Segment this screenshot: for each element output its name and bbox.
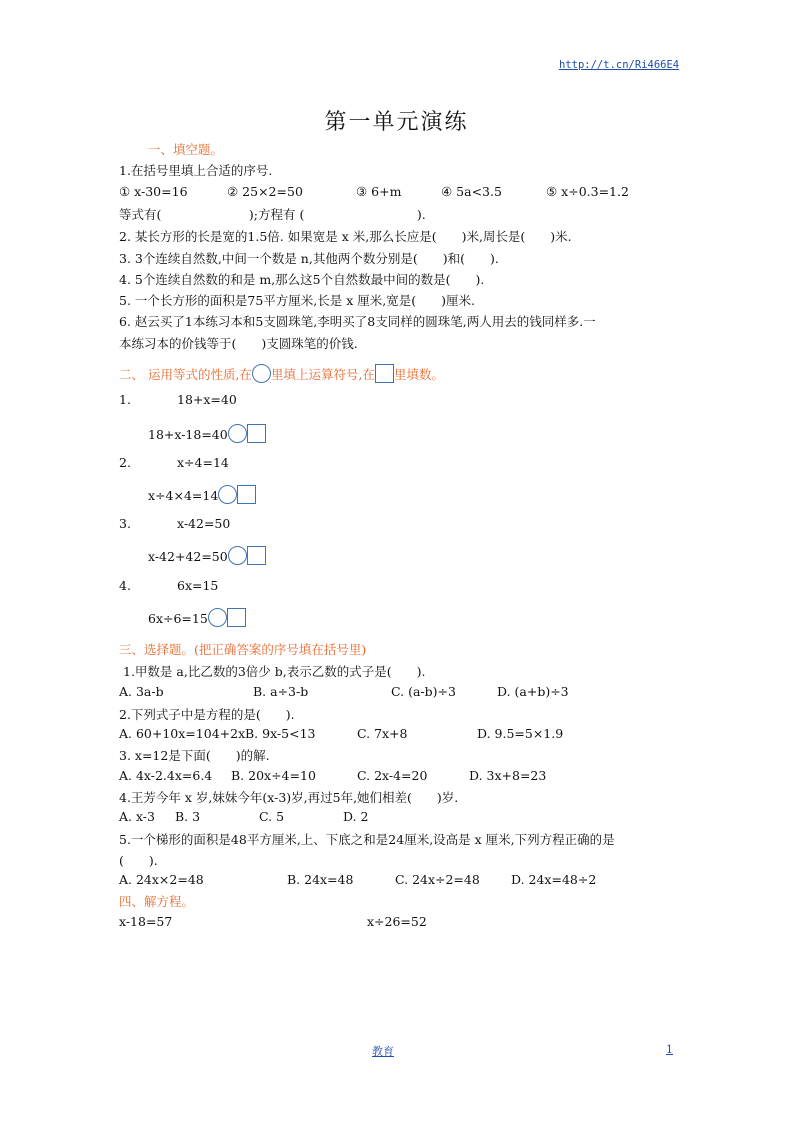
number-square-input[interactable] (237, 485, 256, 504)
s1-q1-answer: 等式有( );方程有 ( ). (119, 207, 426, 222)
s2-item-4-eq: 6x=15 (177, 578, 219, 593)
page-number: 1 (666, 1043, 673, 1056)
s2-item-1-eq: 18+x=40 (177, 392, 237, 407)
s3-q5-line1: 5.一个梯形的面积是48平方厘米,上、下底之和是24厘米,设高是 x 厘米,下列方程正确的是 (119, 832, 615, 847)
s3-q2-options (119, 726, 719, 742)
s3-q2: 2.下列式子中是方程的是( ). (119, 707, 295, 722)
s1-q3: 3. 3个连续自然数,中间一个数是 n,其他两个数分别是( )和( ). (119, 251, 499, 266)
s3-q5-opt-a: A. 24x×2=48 (119, 872, 204, 887)
s3-q5-line2: ( ). (119, 853, 158, 868)
section-1-heading: 一、填空题。 (148, 142, 224, 157)
s3-q3-opt-a: A. 4x-2.4x=6.4 (119, 768, 213, 783)
s3-q4-opt-d: D. 2 (343, 809, 369, 824)
s2-heading-part3: 里填数。 (393, 367, 444, 382)
operator-circle-input[interactable] (228, 424, 247, 443)
s1-q1: 1.在括号里填上合适的序号. (119, 163, 273, 178)
s2-item-2-num: 2. (119, 455, 131, 470)
s3-q3: 3. x=12是下面( )的解. (119, 748, 270, 763)
source-url[interactable]: http://t.cn/Ri466E4 (559, 59, 680, 71)
s3-q2-opt-c: C. 7x+8 (357, 726, 408, 741)
s4-equation-2: x÷26=52 (367, 914, 427, 929)
s3-q1-options (119, 684, 719, 700)
circle-blank-icon (252, 364, 271, 383)
s2-item-1-step (148, 424, 266, 443)
operator-circle-input[interactable] (218, 485, 237, 504)
s3-q2-opt-a: A. 60+10x=104+2x (119, 726, 246, 741)
operator-circle-input[interactable] (228, 546, 247, 565)
number-square-input[interactable] (247, 546, 266, 565)
operator-circle-input[interactable] (208, 608, 227, 627)
s2-item-3-num: 3. (119, 516, 131, 531)
s2-item-2-eq: x÷4=14 (177, 455, 229, 470)
number-square-input[interactable] (227, 608, 246, 627)
s2-heading-part1: 二、 运用等式的性质,在 (119, 367, 252, 382)
s3-q3-opt-b: B. 20x÷4=10 (231, 768, 316, 783)
s1-q1-opt-4: ④ 5a<3.5 (441, 184, 502, 199)
s3-q2-opt-b: B. 9x-5<13 (245, 726, 316, 741)
s3-q5-options (119, 872, 719, 888)
s1-q2: 2. 某长方形的长是宽的1.5倍. 如果宽是 x 米,那么长应是( )米,周长是( )米. (119, 229, 572, 244)
section-3-heading: 三、选择题。(把正确答案的序号填在括号里) (119, 642, 367, 657)
s3-q2-opt-d: D. 9.5=5×1.9 (477, 726, 564, 741)
s2-item-4-step (148, 608, 246, 627)
s1-q1-opt-2: ② 25×2=50 (227, 184, 303, 199)
s1-q1-opt-5: ⑤ x÷0.3=1.2 (546, 184, 629, 199)
s1-q6-line2: 本练习本的价钱等于( )支圆珠笔的价钱. (119, 336, 358, 351)
s2-item-3-step-text: x-42+42=50 (148, 549, 228, 564)
s3-q5-opt-b: B. 24x=48 (287, 872, 354, 887)
s2-item-1-step-text: 18+x-18=40 (148, 427, 228, 442)
s3-q1-opt-b: B. a÷3-b (253, 684, 309, 699)
s1-q5: 5. 一个长方形的面积是75平方厘米,长是 x 厘米,宽是( )厘米. (119, 293, 475, 308)
s3-q4-options (119, 809, 719, 825)
s2-item-1-num: 1. (119, 392, 131, 407)
page-title: 第一单元演练 (324, 110, 469, 135)
s1-q1-opt-3: ③ 6+m (356, 184, 402, 199)
square-blank-icon (375, 364, 394, 383)
s3-q1-opt-c: C. (a-b)÷3 (391, 684, 456, 699)
s3-q3-options (119, 768, 719, 784)
s2-item-3-step (148, 546, 266, 565)
s3-q4-opt-c: C. 5 (259, 809, 285, 824)
footer-text: 教育 (372, 1045, 394, 1058)
s2-item-3-eq: x-42=50 (177, 516, 231, 531)
s2-item-2-step-text: x÷4×4=14 (148, 488, 219, 503)
s3-q5-opt-d: D. 24x=48÷2 (511, 872, 597, 887)
s2-item-4-num: 4. (119, 578, 131, 593)
s1-q6-line1: 6. 赵云买了1本练习本和5支圆珠笔,李明买了8支同样的圆珠笔,两人用去的钱同样多.一 (119, 314, 596, 329)
s3-q5-opt-c: C. 24x÷2=48 (395, 872, 480, 887)
s3-q3-opt-d: D. 3x+8=23 (469, 768, 547, 783)
s3-q4-opt-a: A. x-3 (119, 809, 155, 824)
s3-q1-opt-d: D. (a+b)÷3 (497, 684, 569, 699)
s2-heading-part2: 里填上运算符号,在 (270, 367, 375, 382)
s3-q1: 1.甲数是 a,比乙数的3倍少 b,表示乙数的式子是( ). (123, 664, 426, 679)
s3-q1-opt-a: A. 3a-b (119, 684, 164, 699)
s3-q4-opt-b: B. 3 (175, 809, 201, 824)
s3-q4: 4.王芳今年 x 岁,妹妹今年(x-3)岁,再过5年,她们相差( )岁. (119, 790, 459, 805)
s3-q3-opt-c: C. 2x-4=20 (357, 768, 428, 783)
number-square-input[interactable] (247, 424, 266, 443)
s2-item-2-step (148, 485, 256, 504)
s2-item-4-step-text: 6x÷6=15 (148, 611, 208, 626)
s4-equation-1: x-18=57 (119, 914, 173, 929)
s1-q1-opt-1: ① x-30=16 (119, 184, 188, 199)
section-4-heading: 四、解方程。 (119, 894, 195, 909)
section-2-heading (119, 364, 444, 383)
s1-q4: 4. 5个连续自然数的和是 m,那么这5个自然数最中间的数是( ). (119, 272, 485, 287)
